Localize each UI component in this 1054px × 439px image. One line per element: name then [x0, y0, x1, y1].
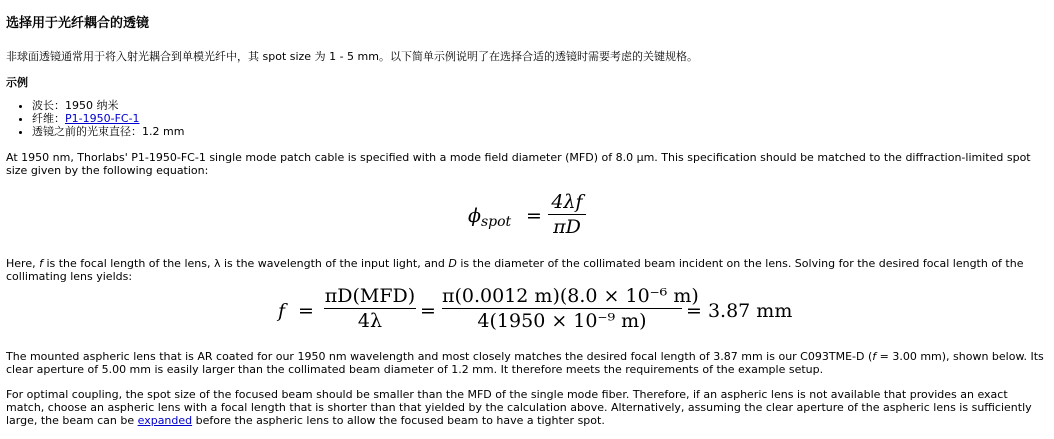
eq2-fraction-2 [442, 284, 699, 333]
example-heading: 示例 [6, 76, 28, 89]
spot-size-equation [468, 186, 598, 244]
spec-fiber [32, 112, 184, 125]
eq1-subscript: spot [480, 214, 512, 230]
optimal-coupling-paragraph: For optimal coupling, the spot size of the focused beam should be smaller than the MFD of the single mode fiber. Therefore, if an aspheric lens is not available that provides an exact match, choose an aspheric lens with a focal length that is shorter than that yielded by the calculation above. Alternatively, assuming the clear aperture of the aspheric lens is sufficiently large, the beam can be expanded before the aspheric lens to allow the focused beam to have a tighter spot. [6, 388, 1032, 427]
var-f: f [39, 257, 43, 270]
eq1-equals: = [526, 205, 542, 227]
variables-paragraph: Here, f is the focal length of the lens, λ is the wavelength of the input light, and D is the diameter of the collimated beam incident on the lens. Solving for the desired focal length of the collimating lens yields: [6, 257, 1024, 283]
var-D: D [448, 257, 457, 270]
eq2-frac1-denominator: 4λ [357, 310, 383, 332]
eq2-fraction-1 [324, 284, 416, 333]
eq2-equals-a: = [298, 300, 314, 322]
var-f-2: f [872, 350, 877, 363]
eq1-lhs: $\phi_{spot}$ [468, 205, 512, 230]
spec-fiber-label: 纤维： [32, 112, 65, 125]
eq1-denominator: πD [553, 216, 581, 238]
fiber-link[interactable]: P1-1950-FC-1 [65, 112, 140, 125]
eq1-numerator: 4λf [551, 191, 583, 213]
eq1-fraction [548, 190, 586, 239]
expanded-link[interactable]: expanded [137, 414, 193, 427]
spec-wavelength: • 波长：1950 纳米 [32, 99, 184, 112]
eq2-lhs: f [278, 300, 286, 322]
eq2-equals-b: = [420, 300, 436, 322]
eq2-result: = 3.87 mm [686, 300, 793, 322]
eq2-frac1-numerator: πD(MFD) [324, 285, 416, 307]
lens-selection-paragraph: The mounted aspheric lens that is AR coated for our 1950 nm wavelength and most closely matches the desired focal length of 3.87 mm is our C093TME-D (f = 3.00 mm), shown below. Its clear aperture of 5.00 mm is easily larger than the collimated beam diameter of 1.2 mm. It therefore meets the requirements of the example setup. [6, 350, 1044, 376]
page-title: 选择用于光纤耦合的透镜 [6, 16, 150, 31]
spec-beam-diameter: • 透镜之前的光束直径：1.2 mm [32, 125, 184, 138]
focal-length-equation [276, 280, 796, 340]
example-spec-list [6, 99, 184, 138]
mfd-paragraph: At 1950 nm, Thorlabs' P1-1950-FC-1 single mode patch cable is specified with a mode field diameter (MFD) of 8.0 µm. This specification should be matched to the diffraction-limited spot size given by the following equation: [6, 151, 1031, 177]
eq2-frac2-numerator: π(0.0012 m)(8.0 × 10⁻⁶ m) [442, 285, 699, 307]
intro-paragraph: 非球面透镜通常用于将入射光耦合到单模光纤中，其 spot size 为 1 - 5 mm。以下简单示例说明了在选择合适的透镜时需要考虑的关键规格。 [6, 50, 698, 63]
eq2-frac2-denominator: 4(1950 × 10⁻⁹ m) [477, 310, 647, 332]
